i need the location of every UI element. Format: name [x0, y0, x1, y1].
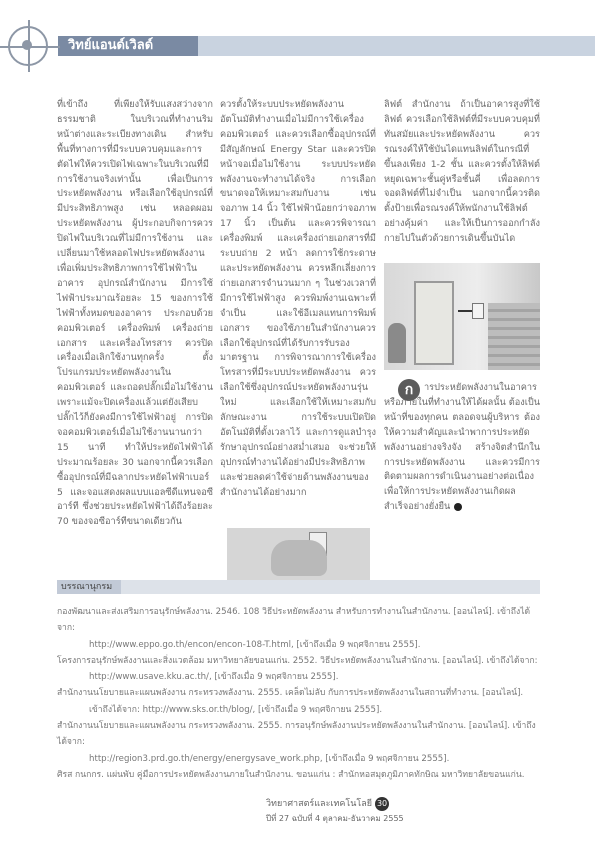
article-closing-paragraph [384, 381, 540, 515]
column-text: ที่เข้าถึง ที่เพียงให้รับแสงสว่างจากธรรมชาติ ในบริเวณที่ทำงานริมหน้าต่างและระเบียงทางเดิน สำหรับพื้นที่ทางการที่มีระบบควบคุมและการตัดไฟให้ควรเปิดไฟเฉพาะในบริเวณที่มีการใช้งานจริงเท่านั้น เพื่อเป็นการประหยัดพลังงาน หรือเลือกใช้อุปกรณ์ที่มีประสิทธิภาพสูง เช่น หลอดผอมประหยัดพลังงาน ผู้ประกอบกิจการควรปิดไฟในบริเวณที่ไม่มีการใช้งาน และเปลี่ยนมาใช้หลอดไฟประหยัดพลังงานเพื่อเพิ่มประสิทธิภาพการใช้ไฟฟ้าในอาคาร อุปกรณ์สำนักงาน มีการใช้ไฟฟ้าประมาณร้อยละ 15 ของการใช้ไฟฟ้าทั้งหมดของอาคาร ประกอบด้วยคอมพิวเตอร์ เครื่องพิมพ์ เครื่องถ่ายเอกสาร และเครื่องโทรสาร ควรปิดเครื่องเมื่อเลิกใช้งานทุกครั้ง ตั้งโปรแกรมประหยัดพลังงานในคอมพิวเตอร์ และถอดปลั๊กเมื่อไม่ใช้งาน เพราะแม้จะปิดเครื่องแล้วแต่ยังเสียบปลั๊กไว้ก็ยังคงมีการใช้ไฟฟ้าอยู่ การปิดจอคอมพิวเตอร์เมื่อไม่ใช้งานนานกว่า 15 นาที ทำให้ประหยัดไฟฟ้าได้ประมาณร้อยละ 30 นอกจากนี้ควรเลือกซื้ออุปกรณ์ที่มีฉลากประหยัดไฟฟ้าเบอร์ 5 และจอแสดงผลแบบแอลซีดีแทนจอซีอาร์ที ซึ่งช่วยประหยัดไฟฟ้าได้ถึงร้อยละ 70 ของจอซีอาร์ทีขนาดเดียวกัน [57, 99, 213, 528]
page-number: 30 [375, 797, 389, 811]
section-title: วิทย์แอนด์เวิลด์ [58, 36, 198, 56]
issue-info: ปีที่ 27 ฉบับที่ 4 ตุลาคม-ธันวาคม 2555 [266, 814, 404, 823]
references-list [57, 604, 540, 783]
references-title: บรรณานุกรม [57, 580, 121, 594]
footer-magazine [266, 796, 389, 811]
article-column-1 [57, 98, 213, 530]
magazine-title: วิทยาศาสตร์และเทคโนโลยี [266, 799, 373, 809]
drop-cap: ก [398, 379, 420, 401]
reference-item: โครงการอนุรักษ์พลังงานและสิ่งแวดล้อม มหาวิทยาลัยขอนแก่น. 2552. วิธีประหยัดพลังงานในสำนักงาน. [ออนไลน์]. เข้าถึงได้จาก: http://www.usave.kku.ac.th/, [เข้าถึงเมื่อ 9 พฤศจิกายน 2555]. [57, 655, 538, 683]
column-text: ารประหยัดพลังงานในอาคารหรือภายในที่ทำงานให้ได้ผลนั้น ต้องเป็นหน้าที่ของทุกคน ตลอดจนผู้บริหาร ต้องให้ความสำคัญและนำพาการประหยัดพลังงานอย่างจริงจัง สร้างจิตสำนึกในการประหยัดพลังงาน และควรมีการติดตามผลการดำเนินงานอย่างต่อเนื่อง เพื่อให้การประหยัดพลังงานเกิดผลสำเร็จอย่างยั่งยืน [384, 382, 540, 513]
office-switch-photo [384, 263, 540, 370]
column-text: ลิฟต์ สำนักงาน ถ้าเป็นอาคารสูงที่ใช้ลิฟต์ ควรเลือกใช้ลิฟต์ที่มีระบบควบคุมที่ทันสมัยและประหยัดพลังงาน ควรรณรงค์ให้ใช้บันไดแทนลิฟต์ในกรณีที่ขึ้นลงเพียง 1-2 ชั้น และควรตั้งให้ลิฟต์หยุดเฉพาะชั้นคู่หรือชั้นคี่ เพื่อลดการจอดลิฟต์ที่ไม่จำเป็น นอกจากนี้ควรติดตั้งป้ายเพื่อรณรงค์ให้พนักงานใช้ลิฟต์อย่างคุ้มค่า และให้เป็นการออกกำลังกายไปในตัวด้วยการเดินขึ้นบันได [384, 99, 540, 245]
column-text: ควรตั้งให้ระบบประหยัดพลังงานอัตโนมัติทำงานเมื่อไม่มีการใช้เครื่องคอมพิวเตอร์ และควรเลือกซื้ออุปกรณ์ที่มีสัญลักษณ์ Energy Star และควรปิดหน้าจอเมื่อไม่ใช้งาน ระบบประหยัดพลังงานจะทำงานได้จริง การเลือกขนาดจอให้เหมาะสมกับงาน เช่น จอภาพ 14 นิ้ว ใช้ไฟฟ้าน้อยกว่าจอภาพ 17 นิ้ว เป็นต้น และควรพิจารณาเครื่องพิมพ์ และเครื่องถ่ายเอกสารที่มีระบบถ่าย 2 หน้า ลดการใช้กระดาษ และประหยัดพลังงาน ควรหลีกเลี่ยงการถ่ายเอกสารจำนวนมาก ๆ ในช่วงเวลาที่มีการใช้ไฟฟ้าสูง ควรพิมพ์งานเฉพาะที่จำเป็น และใช้อีเมลแทนการพิมพ์เอกสาร ของใช้ภายในสำนักงานควรเลือกใช้อุปกรณ์ที่ได้รับการรับรองมาตรฐาน การพิจารณาการใช้เครื่องโทรสารที่มีระบบประหยัดพลังงาน ควรเลือกใช้ซึ่งอุปกรณ์ประหยัดพลังงานรุ่นใหม่ และเลือกใช้ให้เหมาะสมกับลักษณะงาน การใช้ระบบเปิดปิดอัตโนมัติที่ตั้งเวลาไว้ และการดูแลบำรุงรักษาอุปกรณ์อย่างสม่ำเสมอ จะช่วยให้อุปกรณ์ทำงานได้อย่างมีประสิทธิภาพ และช่วยลดค่าใช้จ่ายด้านพลังงานของสำนักงานได้อย่างมาก [220, 99, 376, 498]
end-mark-icon [454, 503, 462, 511]
unplug-photo [227, 528, 370, 581]
crosshair-dot [22, 40, 32, 50]
references-bar [57, 580, 540, 594]
reference-item: กองพัฒนาและส่งเสริมการอนุรักษ์พลังงาน. 2546. 108 วิธีประหยัดพลังงาน สำหรับการทำงานในสำนักงาน. [ออนไลน์]. เข้าถึงได้จาก: http://www.eppo.go.th/encon/encon-108-T.html, [เข้าถึงเมื่อ 9 พฤศจิกายน 2555]. [57, 607, 531, 650]
article-column-2 [220, 98, 376, 500]
reference-item: ศิรส กนกกร. แผ่นพับ คู่มือการประหยัดพลังงานภายในสำนักงาน. ขอนแก่น : สำนักหอสมุดภูมิภาคทักษิณ มหาวิทยาลัยขอนแก่น. [57, 769, 525, 780]
reference-item: สำนักงานนโยบายและแผนพลังงาน กระทรวงพลังงาน. 2555. เคล็ดไม่ลับ กับการประหยัดพลังงานในสถานที่ทำงาน. [ออนไลน์]. เข้าถึงได้จาก: http://www.sks.or.th/blog/, [เข้าถึงเมื่อ 9 พฤศจิกายน 2555]. [57, 688, 524, 715]
section-header [0, 34, 595, 56]
article-column-3 [384, 98, 540, 247]
reference-item: สำนักงานนโยบายและแผนพลังงาน กระทรวงพลังงาน. 2555. การอนุรักษ์พลังงานประหยัดพลังงานในสำนักงาน. [ออนไลน์]. เข้าถึงได้จาก: http://region3.prd.go.th/energy/energysave_work.php, [เข้าถึงเมื่อ 9 พฤศจิกายน 2555]. [57, 721, 536, 764]
